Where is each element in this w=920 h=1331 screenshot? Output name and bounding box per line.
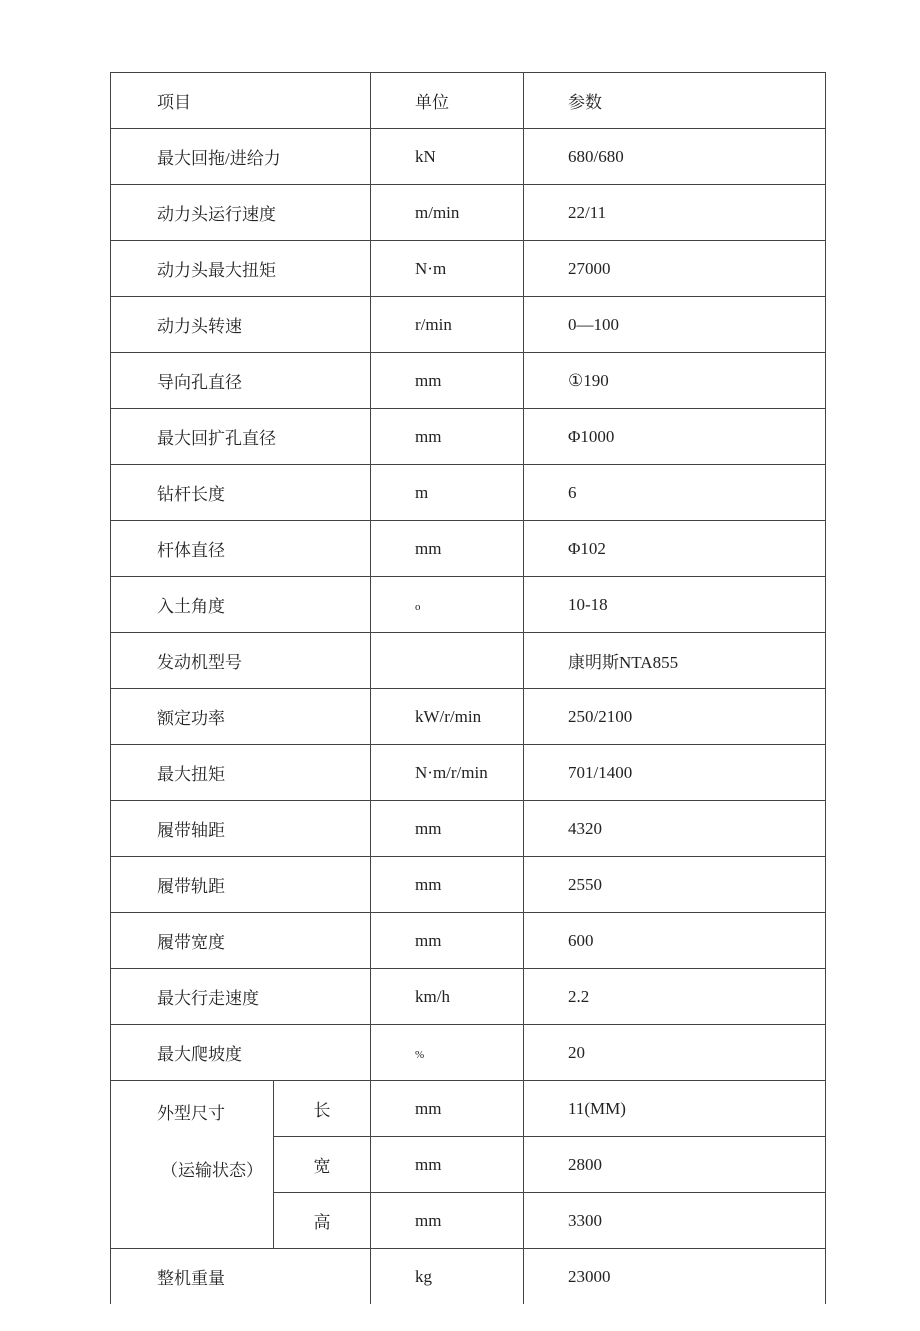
row-unit: N·m/r/min bbox=[371, 745, 524, 801]
row-unit: kg bbox=[371, 1249, 524, 1305]
table-row bbox=[111, 969, 826, 1025]
row-value: Φ102 bbox=[524, 521, 826, 577]
header-item: 项目 bbox=[111, 73, 371, 129]
row-item: 最大扭矩 bbox=[111, 745, 371, 801]
row-unit bbox=[371, 633, 524, 689]
dimension-sub-label: 长 bbox=[274, 1081, 371, 1137]
header-unit: 单位 bbox=[371, 73, 524, 129]
table-row bbox=[111, 521, 826, 577]
table-row bbox=[111, 913, 826, 969]
dimensions-row-length bbox=[111, 1081, 826, 1137]
row-unit bbox=[371, 1025, 524, 1081]
row-unit bbox=[371, 577, 524, 633]
row-value: 250/2100 bbox=[524, 689, 826, 745]
row-item: 额定功率 bbox=[111, 689, 371, 745]
spec-table bbox=[110, 72, 826, 1304]
row-item: 最大行走速度 bbox=[111, 969, 371, 1025]
table-row-weight bbox=[111, 1249, 826, 1305]
row-value: Φ1000 bbox=[524, 409, 826, 465]
table-row bbox=[111, 241, 826, 297]
row-value: 680/680 bbox=[524, 129, 826, 185]
row-unit: mm bbox=[371, 353, 524, 409]
table-row bbox=[111, 129, 826, 185]
header-value: 参数 bbox=[524, 73, 826, 129]
row-unit: mm bbox=[371, 1081, 524, 1137]
table-row bbox=[111, 577, 826, 633]
dimensions-state-label: （运输状态） bbox=[161, 1161, 263, 1180]
table-row bbox=[111, 185, 826, 241]
table-row bbox=[111, 297, 826, 353]
row-value: 3300 bbox=[524, 1193, 826, 1249]
row-item: 最大回扩孔直径 bbox=[111, 409, 371, 465]
row-unit: m/min bbox=[371, 185, 524, 241]
row-value: 6 bbox=[524, 465, 826, 521]
row-value: 2800 bbox=[524, 1137, 826, 1193]
dimensions-label: 外型尺寸 bbox=[157, 1104, 225, 1123]
row-item: 杆体直径 bbox=[111, 521, 371, 577]
table-row bbox=[111, 353, 826, 409]
percent-unit: % bbox=[415, 1048, 425, 1061]
row-item: 履带轨距 bbox=[111, 857, 371, 913]
row-unit: m bbox=[371, 465, 524, 521]
row-item: 最大爬坡度 bbox=[111, 1025, 371, 1081]
table-row bbox=[111, 857, 826, 913]
row-value: ①190 bbox=[524, 353, 826, 409]
row-value: 20 bbox=[524, 1025, 826, 1081]
row-value: 2550 bbox=[524, 857, 826, 913]
row-unit: mm bbox=[371, 913, 524, 969]
table-row bbox=[111, 801, 826, 857]
table-row bbox=[111, 745, 826, 801]
row-unit: mm bbox=[371, 409, 524, 465]
row-value: 康明斯NTA855 bbox=[524, 633, 826, 689]
row-unit: km/h bbox=[371, 969, 524, 1025]
row-item: 最大回拖/进给力 bbox=[111, 129, 371, 185]
row-item: 履带轴距 bbox=[111, 801, 371, 857]
row-unit: mm bbox=[371, 1137, 524, 1193]
dimensions-group-label bbox=[111, 1081, 274, 1249]
table-row bbox=[111, 1025, 826, 1081]
row-unit: mm bbox=[371, 521, 524, 577]
row-unit: kN bbox=[371, 129, 524, 185]
table-row bbox=[111, 689, 826, 745]
row-value: 27000 bbox=[524, 241, 826, 297]
row-value: 23000 bbox=[524, 1249, 826, 1305]
row-item: 钻杆长度 bbox=[111, 465, 371, 521]
row-unit: mm bbox=[371, 857, 524, 913]
row-item: 动力头转速 bbox=[111, 297, 371, 353]
table-header-row bbox=[111, 73, 826, 129]
row-unit: N·m bbox=[371, 241, 524, 297]
row-item: 入土角度 bbox=[111, 577, 371, 633]
row-unit: r/min bbox=[371, 297, 524, 353]
row-value: 701/1400 bbox=[524, 745, 826, 801]
row-item: 动力头最大扭矩 bbox=[111, 241, 371, 297]
table-row bbox=[111, 633, 826, 689]
row-item: 履带宽度 bbox=[111, 913, 371, 969]
row-item: 发动机型号 bbox=[111, 633, 371, 689]
table-row bbox=[111, 465, 826, 521]
row-value: 11(MM) bbox=[524, 1081, 826, 1137]
row-unit: mm bbox=[371, 801, 524, 857]
table-row bbox=[111, 409, 826, 465]
row-value: 4320 bbox=[524, 801, 826, 857]
dimension-sub-label: 宽 bbox=[274, 1137, 371, 1193]
dimension-sub-label: 高 bbox=[274, 1193, 371, 1249]
row-unit: kW/r/min bbox=[371, 689, 524, 745]
degree-unit: o bbox=[415, 600, 421, 613]
row-value: 0—100 bbox=[524, 297, 826, 353]
row-item: 整机重量 bbox=[111, 1249, 371, 1305]
row-value: 22/11 bbox=[524, 185, 826, 241]
row-item: 动力头运行速度 bbox=[111, 185, 371, 241]
row-item: 导向孔直径 bbox=[111, 353, 371, 409]
row-value: 2.2 bbox=[524, 969, 826, 1025]
row-value: 10-18 bbox=[524, 577, 826, 633]
row-unit: mm bbox=[371, 1193, 524, 1249]
row-value: 600 bbox=[524, 913, 826, 969]
